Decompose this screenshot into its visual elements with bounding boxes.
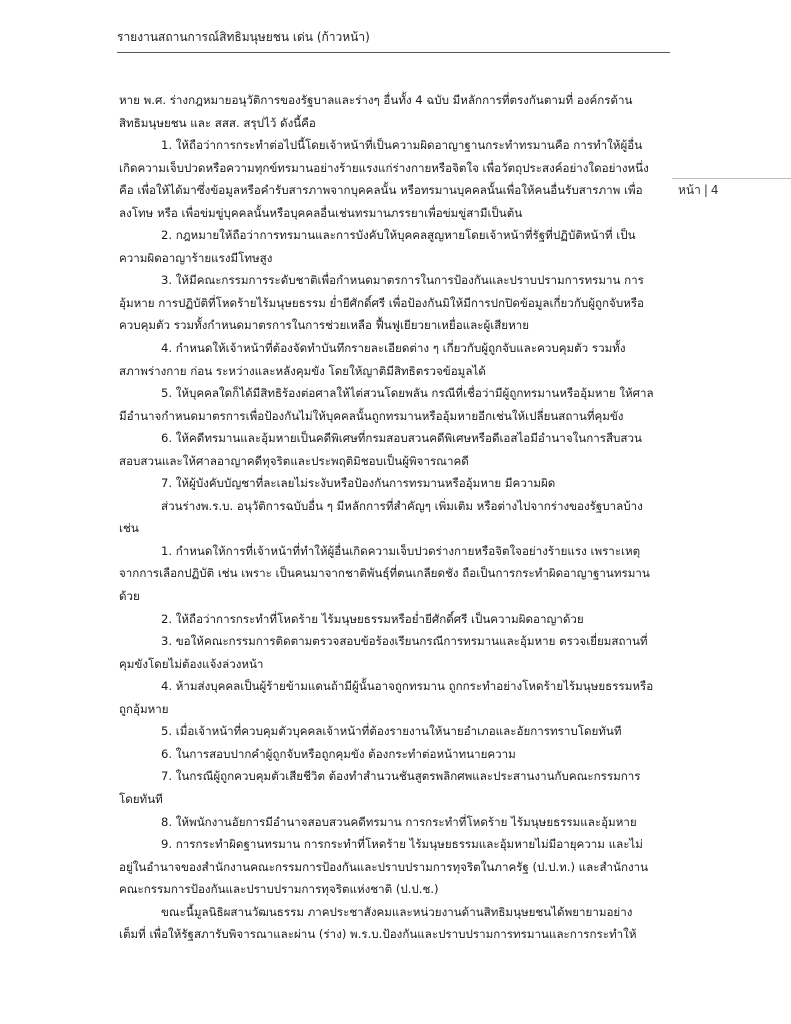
text-line: คุมขังโดยไม่ต้องแจ้งล่วงหน้า xyxy=(119,656,264,671)
document-body xyxy=(119,89,671,946)
text-line: โดยทันที xyxy=(119,791,163,806)
page-header xyxy=(117,28,670,53)
page-number-separator: | xyxy=(703,183,708,197)
text-line: ขณะนี้มูลนิธิผสานวัฒนธรรม ภาคประชาสังคมและหน่วยงานด้านสิทธิมนุษยชนได้พยายามอย่าง xyxy=(161,904,633,919)
text-line: ถูกอุ้มหาย xyxy=(119,701,169,716)
text-line: 4. กำหนดให้เจ้าหน้าที่ต้องจัดทำบันทึกรายละเอียดต่าง ๆ เกี่ยวกับผู้ถูกจับและควบคุมตัว รวมทั้ง xyxy=(161,341,626,356)
text-line: สภาพร่างกาย ก่อน ระหว่างและหลังคุมขัง โดยให้ญาติมีสิทธิตรวจข้อมูลได้ xyxy=(119,363,486,378)
text-line: เช่น xyxy=(119,521,139,536)
text-line: 6. ให้คดีทรมานและอุ้มหายเป็นคดีพิเศษที่กรมสอบสวนคดีพิเศษหรือดีเอสไอมีอำนาจในการสืบสวน xyxy=(161,431,642,446)
text-line: 7. ในกรณีผู้ถูกควบคุมตัวเสียชีวิต ต้องทำสำนวนชันสูตรพลิกศพและประสานงานกับคณะกรรมการ xyxy=(161,769,641,784)
text-line: อยู่ในอำนาจของสำนักงานคณะกรรมการป้องกันและปราบปรามการทุจริตในภาครัฐ (ป.ป.ท.) และสำนักงาน xyxy=(119,859,649,874)
text-line: คือ เพื่อให้ได้มาซึ่งข้อมูลหรือคำรับสารภาพจากบุคคลนั้น หรือทรมานบุคคลนั้นเพื่อให้คนอื่นรับสารภาพ เพื่อ xyxy=(119,183,643,198)
text-line: ควบคุมตัว รวมทั้งกำหนดมาตรการในการช่วยเหลือ ฟื้นฟูเยียวยาเหยื่อและผู้เสียหาย xyxy=(119,318,530,333)
text-line: ความผิดอาญาร้ายแรงมีโทษสูง xyxy=(119,250,273,265)
page-number xyxy=(672,178,791,200)
text-line: สอบสวนและให้ศาลอาญาคดีทุจริตและประพฤติมิชอบเป็นผู้พิจารณาคดี xyxy=(119,453,469,468)
header-title: รายงานสถานการณ์สิทธิมนุษยชน เด่น (ก้าวหน้า) xyxy=(117,30,370,44)
text-line: 3. ขอให้คณะกรรมการติดตามตรวจสอบข้อร้องเรียนกรณีการทรมานและอุ้มหาย ตรวจเยี่ยมสถานที่ xyxy=(161,634,648,649)
text-line: เกิดความเจ็บปวดหรือความทุกข์ทรมานอย่างร้ายแรงแก่ร่างกายหรือจิตใจ เพื่อวัตถุประสงค์อย่างใดอย่างหนึ่ง xyxy=(119,160,649,175)
text-line: 6. ในการสอบปากคำผู้ถูกจับหรือถูกคุมขัง ต้องกระทำต่อหน้าทนายความ xyxy=(161,746,516,761)
text-line: 4. ห้ามส่งบุคคลเป็นผู้ร้ายข้ามแดนถ้ามีผู้นั้นอาจถูกทรมาน ถูกกระทำอย่างโหดร้ายไร้มนุษยธรรมหรือ xyxy=(161,679,654,694)
text-line: ด้วย xyxy=(119,589,140,604)
text-line: 5. ให้บุคคลใดก็ได้มีสิทธิร้องต่อศาลให้ไต่สวนโดยพลัน กรณีที่เชื่อว่ามีผู้ถูกทรมานหรืออุ้มหาย ให้ศาล xyxy=(161,386,654,401)
page-number-value: 4 xyxy=(710,183,719,197)
text-line: 2. ให้ถือว่าการกระทำที่โหดร้าย ไร้มนุษยธรรมหรือย่ำยีศักดิ์ศรี เป็นความผิดอาญาด้วย xyxy=(161,611,584,626)
text-line: อุ้มหาย การปฏิบัติที่โหดร้ายไร้มนุษยธรรม ย่ำยีศักดิ์ศรี เพื่อป้องกันมิให้มีการปกปิดข้อมูลเกี่ยวกับผู้ถูกจับหรือ xyxy=(119,295,645,310)
text-line: 1. กำหนดให้การที่เจ้าหน้าที่ทำให้ผู้อื่นเกิดความเจ็บปวดร่างกายหรือจิตใจอย่างร้ายแรง เพราะเหตุ xyxy=(161,543,641,558)
text-line: ลงโทษ หรือ เพื่อข่มขู่บุคคลนั้นหรือบุคคลอื่นเช่นทรมานภรรยาเพื่อข่มขู่สามีเป็นต้น xyxy=(119,205,523,220)
text-line: ส่วนร่างพ.ร.บ. อนุวัติการฉบับอื่น ๆ มีหลักการที่สำคัญๆ เพิ่มเติม หรือต่างไปจากร่างของรัฐบาลบ้าง xyxy=(161,498,643,513)
text-line: 5. เมื่อเจ้าหน้าที่ควบคุมตัวบุคคลเจ้าหน้าที่ต้องรายงานให้นายอำเภอและอัยการทราบโดยทันที xyxy=(161,724,622,739)
text-line: มีอำนาจกำหนดมาตรการเพื่อป้องกันไม่ให้บุคคลนั้นถูกทรมานหรืออุ้มหายอีกเช่นให้เปลี่ยนสถานที่คุมขัง xyxy=(119,408,624,423)
text-line: 1. ให้ถือว่าการกระทำต่อไปนี้โดยเจ้าหน้าที่เป็นความผิดอาญาฐานกระทำทรมานคือ การทำให้ผู้อื่น xyxy=(161,138,643,153)
text-line: 9. การกระทำผิดฐานทรมาน การกระทำที่โหดร้าย ไร้มนุษยธรรมและอุ้มหายไม่มีอายุความ และไม่ xyxy=(161,837,643,852)
text-line: คณะกรรมการป้องกันและปราบปรามการทุจริตแห่งชาติ (ป.ป.ช.) xyxy=(119,882,439,897)
text-line: 7. ให้ผู้บังคับบัญชาที่ละเลยไม่ระงับหรือป้องกันการทรมานหรืออุ้มหาย มีความผิด xyxy=(161,476,556,491)
text-line: สิทธิมนุษยชน และ สสส. สรุปไว้ ดังนี้คือ xyxy=(119,115,316,130)
text-line: หาย พ.ศ. ร่างกฎหมายอนุวัติการของรัฐบาลและร่างๆ อื่นทั้ง 4 ฉบับ มีหลักการที่ตรงกันตามที่ องค์กรด้าน xyxy=(119,93,633,107)
text-line: เต็มที่ เพื่อให้รัฐสภารับพิจารณาและผ่าน (ร่าง) พ.ร.บ.ป้องกันและปราบปรามการทรมานและการกระทำให้ xyxy=(119,927,637,942)
text-line: 8. ให้พนักงานอัยการมีอำนาจสอบสวนคดีทรมาน การกระทำที่โหดร้าย ไร้มนุษยธรรมและอุ้มหาย xyxy=(161,814,637,829)
text-line: จากการเลือกปฏิบัติ เช่น เพราะ เป็นคนมาจากชาติพันธุ์ที่ตนเกลียดชัง ถือเป็นการกระทำผิดอาญาฐานทรมาน xyxy=(119,566,650,581)
page-number-word: หน้า xyxy=(678,183,701,197)
text-line: 3. ให้มีคณะกรรมการระดับชาติเพื่อกำหนดมาตรการในการป้องกันและปราบปรามการทรมาน การ xyxy=(161,273,644,288)
text-line: 2. กฎหมายให้ถือว่าการทรมานและการบังคับให้บุคคลสูญหายโดยเจ้าหน้าที่รัฐที่ปฏิบัติหน้าที่ เป็น xyxy=(161,228,636,243)
